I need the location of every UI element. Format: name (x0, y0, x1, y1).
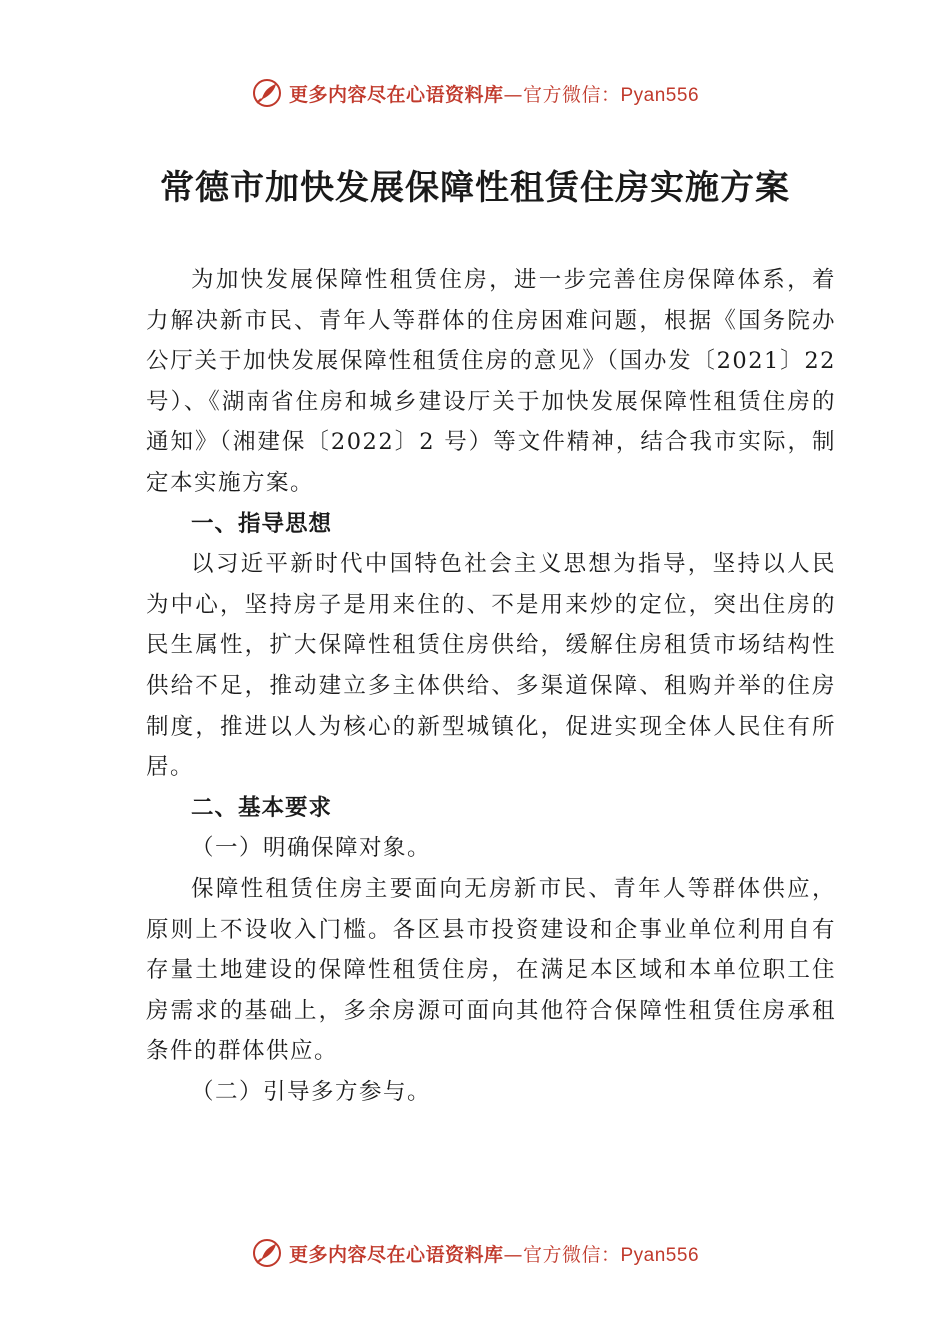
intro-paragraph: 为加快发展保障性租赁住房，进一步完善住房保障体系，着力解决新市民、青年人等群体的住房困难问题，根据《国务院办公厅关于加快发展保障性租赁住房的意见》（国办发〔2021〕22 号）、《湖南省住房和城乡建设厅关于加快发展保障性租赁住房的通知》（湘建保〔2022〕2 号）等文件精神，结合我市实际，制定本实施方案。 (146, 267, 836, 496)
document-title: 常德市加快发展保障性租赁住房实施方案 (160, 168, 790, 208)
subheading-1: （一）明确保障对象。 (191, 835, 432, 862)
watermark-banner-bottom (0, 1233, 950, 1273)
document-body (146, 260, 836, 1112)
subheading-2: （二）引导多方参与。 (191, 1078, 432, 1105)
quill-logo-icon (251, 77, 283, 109)
quill-logo-icon (251, 1237, 283, 1269)
watermark-text: 更多内容尽在心语资料库—官方微信：Pyan556 (288, 83, 700, 106)
section-heading-1: 一、指导思想 (191, 510, 333, 537)
watermark-banner-top (0, 73, 950, 113)
paragraph-target-groups: 保障性租赁住房主要面向无房新市民、青年人等群体供应，原则上不设收入门槛。各区县市投资建设和企事业单位利用自有存量土地建设的保障性租赁住房，在满足本区域和本单位职工住房需求的基础上，多余房源可面向其他符合保障性租赁住房承租条件的群体供应。 (146, 875, 836, 1065)
paragraph-guiding-thought: 以习近平新时代中国特色社会主义思想为指导，坚持以人民为中心，坚持房子是用来住的、不是用来炒的定位，突出住房的民生属性，扩大保障性租赁住房供给，缓解住房租赁市场结构性供给不足，推动建立多主体供给、多渠道保障、租购并举的住房制度，推进以人为核心的新型城镇化，促进实现全体人民住有所居。 (146, 551, 836, 781)
section-heading-2: 二、基本要求 (191, 794, 333, 821)
watermark-text: 更多内容尽在心语资料库—官方微信：Pyan556 (288, 1243, 700, 1266)
